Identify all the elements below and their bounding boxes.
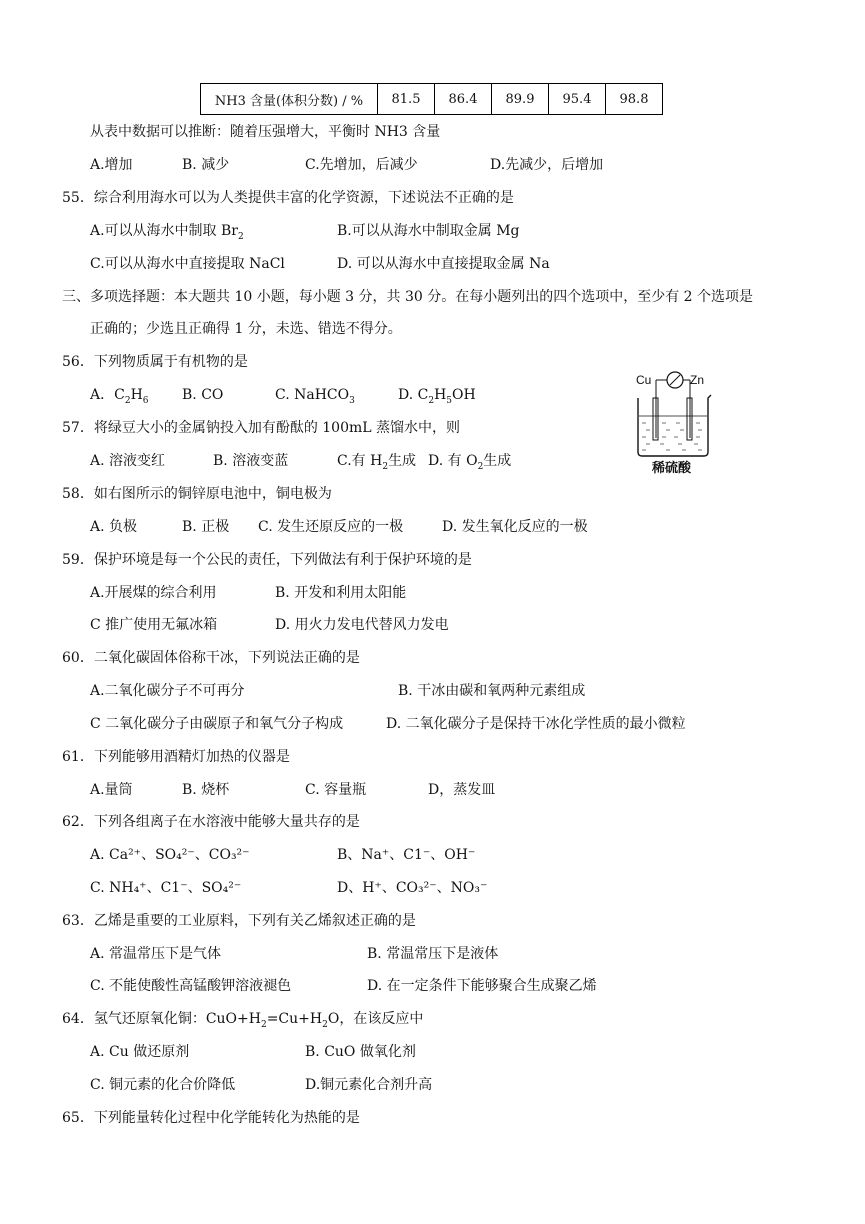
q55-option-c: C.可以从海水中直接提取 NaCl	[90, 256, 285, 272]
q54-stem: 从表中数据可以推断：随着压强增大，平衡时 NH3 含量	[90, 124, 441, 140]
q64-option-b: B. CuO 做氧化剂	[305, 1044, 416, 1060]
q63-option-c: C. 不能使酸性高锰酸钾溶液褪色	[90, 978, 292, 994]
q62-option-d: D、H⁺、CO₃²⁻、NO₃⁻	[337, 880, 488, 896]
q58-option-d: D. 发生氧化反应的一极	[442, 519, 588, 535]
q57-option-b: B. 溶液变蓝	[213, 453, 289, 469]
table-value-cell: 86.4	[435, 84, 492, 115]
q55-option-b: B.可以从海水中制取金属 Mg	[337, 223, 520, 239]
q63-option-d: D. 在一定条件下能够聚合生成聚乙烯	[367, 978, 597, 994]
q63-option-a: A. 常温常压下是气体	[90, 946, 222, 962]
figure-caption: 稀硫酸	[652, 461, 692, 476]
section-3-instructions-cont: 正确的；少选且正确得 1 分，未选、错选不得分。	[90, 321, 402, 337]
q56-stem: 56．下列物质属于有机物的是	[62, 354, 248, 370]
q62-option-a: A. Ca²⁺、SO₄²⁻、CO₃²⁻	[90, 847, 250, 863]
section-3-instructions: 三、多项选择题：本大题共 10 小题，每小题 3 分，共 30 分。在每小题列出的四个选项中，至少有 2 个选项是	[62, 289, 754, 305]
q64-stem: 64．氢气还原氧化铜：$CuO+H_2=Cu+H_2O$，在该反应中	[62, 1011, 424, 1030]
table-value-cell: 81.5	[378, 84, 435, 115]
table-value-cell: 89.9	[492, 84, 549, 115]
q57-stem: 57．将绿豆大小的金属钠投入加有酚酞的 100mL 蒸馏水中，则	[62, 420, 461, 436]
q58-option-c: C. 发生还原反应的一极	[258, 519, 404, 535]
q60-stem: 60．二氧化碳固体俗称干冰，下列说法正确的是	[62, 650, 360, 666]
q55-stem: 55．综合利用海水可以为人类提供丰富的化学资源，下述说法不正确的是	[62, 190, 514, 206]
q54-option-b: B. 减少	[182, 157, 230, 173]
q59-option-c: C 推广使用无氟冰箱	[90, 617, 218, 633]
q57-option-c: C.有 $H_2$生成	[337, 453, 417, 472]
q54-option-d: D.先减少，后增加	[490, 157, 604, 173]
cu-label: Cu	[636, 373, 652, 387]
q56-option-c: C. NaHCO$_3$	[275, 387, 355, 406]
q54-option-a: A.增加	[90, 157, 133, 173]
q56-option-d: D. $C_2H_5OH$	[398, 387, 476, 406]
q60-option-d: D. 二氧化碳分子是保持干冰化学性质的最小微粒	[386, 716, 686, 732]
q65-stem: 65．下列能量转化过程中化学能转化为热能的是	[62, 1110, 360, 1126]
zn-label: Zn	[690, 373, 705, 387]
q60-option-b: B. 干冰由碳和氧两种元素组成	[398, 683, 586, 699]
q59-option-b: B. 开发和利用太阳能	[275, 585, 407, 601]
q59-stem: 59．保护环境是每一个公民的责任，下列做法有利于保护环境的是	[62, 552, 472, 568]
table-value-cell: 95.4	[549, 84, 606, 115]
q57-option-d: D. 有 $O_2$生成	[428, 453, 512, 472]
q61-option-c: C. 容量瓶	[305, 782, 367, 798]
q55-option-a: A.可以从海水中制取 $Br_2$	[90, 223, 244, 242]
q57-option-a: A. 溶液变红	[90, 453, 166, 469]
q61-option-a: A.量筒	[90, 782, 133, 798]
q63-option-b: B. 常温常压下是液体	[367, 946, 499, 962]
q58-stem: 58．如右图所示的铜锌原电池中，铜电极为	[62, 486, 332, 502]
q62-stem: 62．下列各组离子在水溶液中能够大量共存的是	[62, 814, 360, 830]
q58-option-a: A. 负极	[90, 519, 138, 535]
q63-stem: 63．乙烯是重要的工业原料，下列有关乙烯叙述正确的是	[62, 913, 416, 929]
table-label-cell: NH3 含量(体积分数) / %	[201, 84, 378, 115]
nh3-content-table	[200, 83, 663, 115]
q59-option-a: A.开展煤的综合利用	[90, 585, 217, 601]
q62-option-b: B、Na⁺、C1⁻、OH⁻	[337, 847, 476, 863]
q61-option-b: B. 烧杯	[182, 782, 230, 798]
beaker	[638, 395, 711, 456]
q61-option-d: D，蒸发皿	[428, 782, 496, 798]
q62-option-c: C. NH₄⁺、C1⁻、SO₄²⁻	[90, 880, 242, 896]
q56-option-b: B. CO	[182, 387, 224, 403]
table-value-cell: 98.8	[606, 84, 663, 115]
table-row	[201, 84, 663, 115]
q55-option-d: D. 可以从海水中直接提取金属 Na	[337, 256, 550, 272]
q56-option-a: A．$C_2H_6$	[90, 387, 149, 406]
q60-option-c: C 二氧化碳分子由碳原子和氧气分子构成	[90, 716, 344, 732]
q64-option-c: C. 铜元素的化合价降低	[90, 1077, 236, 1093]
q64-option-d: D.铜元素化合剂升高	[305, 1077, 433, 1093]
q60-option-a: A.二氧化碳分子不可再分	[90, 683, 245, 699]
q64-option-a: A. Cu 做还原剂	[90, 1044, 190, 1060]
q54-option-c: C.先增加，后减少	[305, 157, 418, 173]
q58-option-b: B. 正极	[182, 519, 230, 535]
q61-stem: 61．下列能够用酒精灯加热的仪器是	[62, 749, 290, 765]
q59-option-d: D. 用火力发电代替风力发电	[275, 617, 449, 633]
